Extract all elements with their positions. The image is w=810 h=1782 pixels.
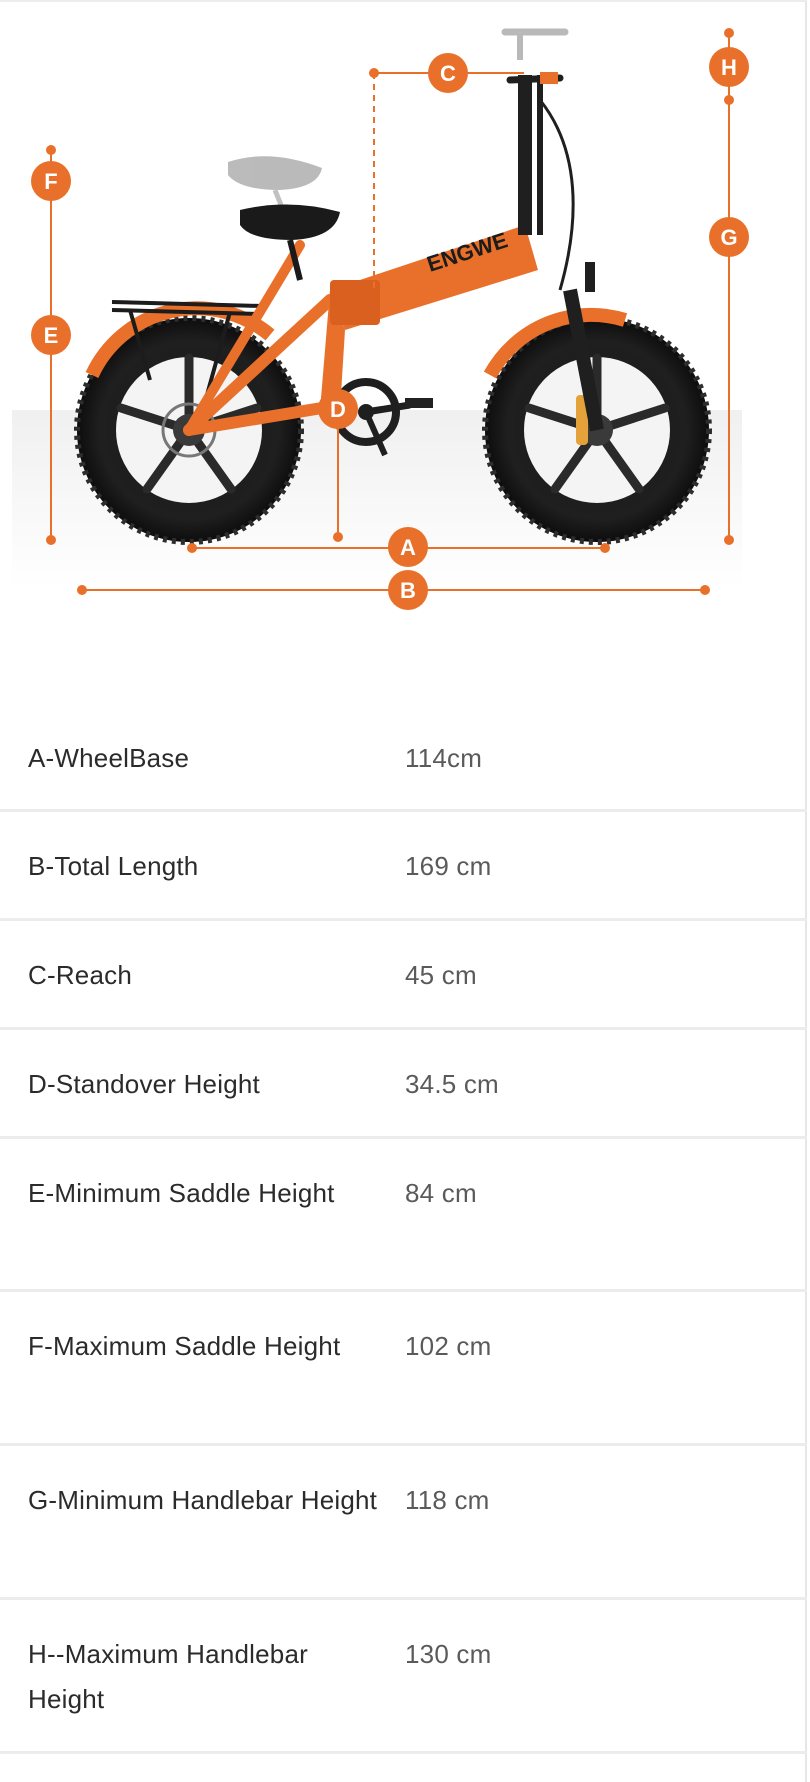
marker-h: [709, 47, 749, 87]
spec-label: E-Minimum Saddle Height: [28, 1178, 335, 1208]
marker-b: [388, 570, 428, 610]
svg-text:A: A: [400, 535, 416, 560]
marker-f: [31, 161, 71, 201]
svg-text:F: F: [44, 169, 58, 194]
svg-text:H: H: [721, 55, 737, 80]
spec-value: 102 cm: [405, 1331, 492, 1361]
spec-value: 114cm: [405, 743, 483, 773]
marker-g: [709, 217, 749, 257]
spec-value: 45 cm: [405, 960, 477, 990]
spec-label: G-Minimum Handlebar Height: [28, 1485, 378, 1515]
spec-value: 118 cm: [405, 1485, 490, 1515]
handlebar-max-ghost: [505, 32, 565, 60]
spec-value: 34.5 cm: [405, 1069, 499, 1099]
svg-text:D: D: [330, 397, 346, 422]
bike-diagram: [0, 0, 807, 640]
table-row: [0, 1446, 807, 1600]
spec-label: F-Maximum Saddle Height: [28, 1331, 341, 1361]
table-row: [0, 1600, 807, 1754]
spec-value: 130 cm: [405, 1639, 492, 1669]
spec-label: B-Total Length: [28, 851, 199, 881]
marker-c: [428, 53, 468, 93]
table-row: [0, 921, 807, 1030]
table-row: [0, 1139, 807, 1292]
spec-label: A-WheelBase: [28, 743, 190, 773]
svg-text:C: C: [440, 61, 456, 86]
spec-value: 169 cm: [405, 851, 492, 881]
spec-label: D-Standover Height: [28, 1069, 260, 1099]
table-row: [0, 1292, 807, 1446]
svg-text:G: G: [720, 225, 738, 250]
svg-text:B: B: [400, 578, 416, 603]
bike-dimensions-figure: [0, 0, 807, 640]
spec-label: C-Reach: [28, 960, 132, 990]
table-row: [0, 704, 807, 812]
spec-label: H--Maximum Handlebar Height: [28, 1639, 308, 1714]
table-row: [0, 1030, 807, 1139]
spec-table: [0, 704, 807, 1754]
brand-logo: ENGWE: [423, 227, 511, 277]
table-row: [0, 812, 807, 921]
spec-value: 84 cm: [405, 1178, 477, 1208]
marker-e: [31, 315, 71, 355]
marker-a: [388, 527, 428, 567]
svg-text:E: E: [43, 323, 59, 348]
marker-d: [318, 389, 358, 429]
